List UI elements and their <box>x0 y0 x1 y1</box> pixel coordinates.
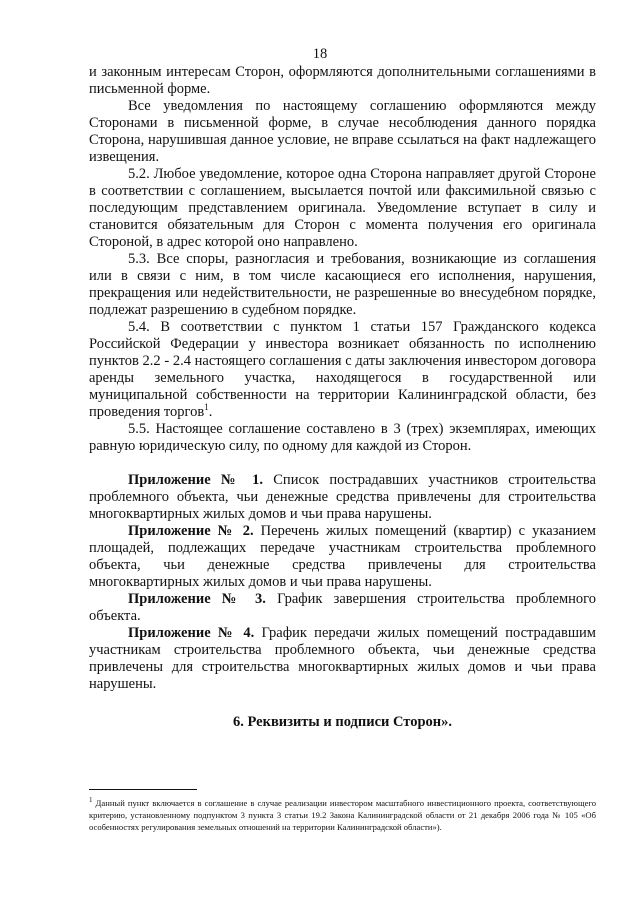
document-body <box>89 64 596 731</box>
appendix-1-text: Список пострадавших участников строительства проблемного объекта, чьи денежные средства привлечены для строительства многоквартирных жилых домов и чьи права нарушены. <box>89 472 596 522</box>
appendix-1-label: Приложение № 1. <box>128 472 264 488</box>
appendix-2-label: Приложение № 2. <box>128 523 254 539</box>
appendix-1 <box>89 472 596 523</box>
appendix-3 <box>89 591 596 625</box>
paragraph-5-2: 5.2. Любое уведомление, которое одна Сторона направляет другой Стороне в соответствии с соглашением, высылается почтой или факсимильной связью с последующим представлением оригинала. Уведомление вступает в силу и становится обязательным для Сторон с момента получения его оригинала Стороной, в адрес которой оно направлено. <box>89 166 596 250</box>
paragraph-5-4-end: . <box>208 404 213 420</box>
footnote-text: Данный пункт включается в соглашение в случае реализации инвестором масштабного инвестиционного проекта, соответствующего критерию, установленному подпунктом 3 пункта 3 статьи 19.2 Закона Калининградской области от 21 декабря 2006 года № 105 «Об особенностях регулирования земельных отношений на территории Калининградской области»). <box>89 798 596 832</box>
footnote-reference: 1 <box>204 402 209 413</box>
spacer <box>89 455 596 472</box>
paragraph-notifications: Все уведомления по настоящему соглашению оформляются между Сторонами в письменной форме, в случае несоблюдения данного порядка Сторона, нарушившая данное условие, не вправе ссылаться на факт надлежащего извещения. <box>89 98 596 165</box>
paragraph-5-4 <box>89 319 596 421</box>
paragraph-5-5: 5.5. Настоящее соглашение составлено в 3 (трех) экземплярах, имеющих равную юридическую силу, по одному для каждой из Сторон. <box>89 421 596 454</box>
paragraph-continuation: и законным интересам Сторон, оформляются дополнительными соглашениями в письменной форме. <box>89 64 596 97</box>
section-heading: 6. Реквизиты и подписи Сторон». <box>232 714 453 730</box>
appendix-3-label: Приложение № 3. <box>128 591 266 607</box>
paragraph-5-3: 5.3. Все споры, разногласия и требования, возникающие из соглашения или в связи с ним, в том числе касающиеся его исполнения, нарушения, прекращения или недействительности, не разрешенные во внесудебном порядке, подлежат разрешению в судебном порядке. <box>89 251 596 318</box>
page-number: 18 <box>312 46 328 62</box>
footnote-divider <box>89 789 197 790</box>
appendix-4 <box>89 625 596 693</box>
appendix-2 <box>89 523 596 591</box>
appendix-3-text: График завершения строительства проблемного объекта. <box>89 591 596 624</box>
footnote <box>89 797 596 833</box>
footnote-mark: 1 <box>89 796 93 805</box>
appendix-4-label: Приложение № 4. <box>128 625 255 641</box>
appendix-2-text: Перечень жилых помещений (квартир) с указанием площадей, подлежащих передаче участникам строительства проблемного объекта, чьи денежные средства привлечены для строительства многоквартирных жилых домов и чьи права нарушены. <box>89 523 596 590</box>
paragraph-5-4-text: 5.4. В соответствии с пунктом 1 статьи 157 Гражданского кодекса Российской Федерации у инвестора возникает обязанность по исполнению пунктов 2.2 - 2.4 настоящего соглашения с даты заключения инвестором договора аренды земельного участка, находящегося в государственной или муниципальной собственности на территории Калининградской области, без проведения торгов <box>89 319 596 420</box>
appendix-4-text: График передачи жилых помещений пострадавшим участникам строительства проблемного объекта, чьи денежные средства привлечены для строительства многоквартирных жилых домов и чьи права нарушены. <box>89 625 596 692</box>
